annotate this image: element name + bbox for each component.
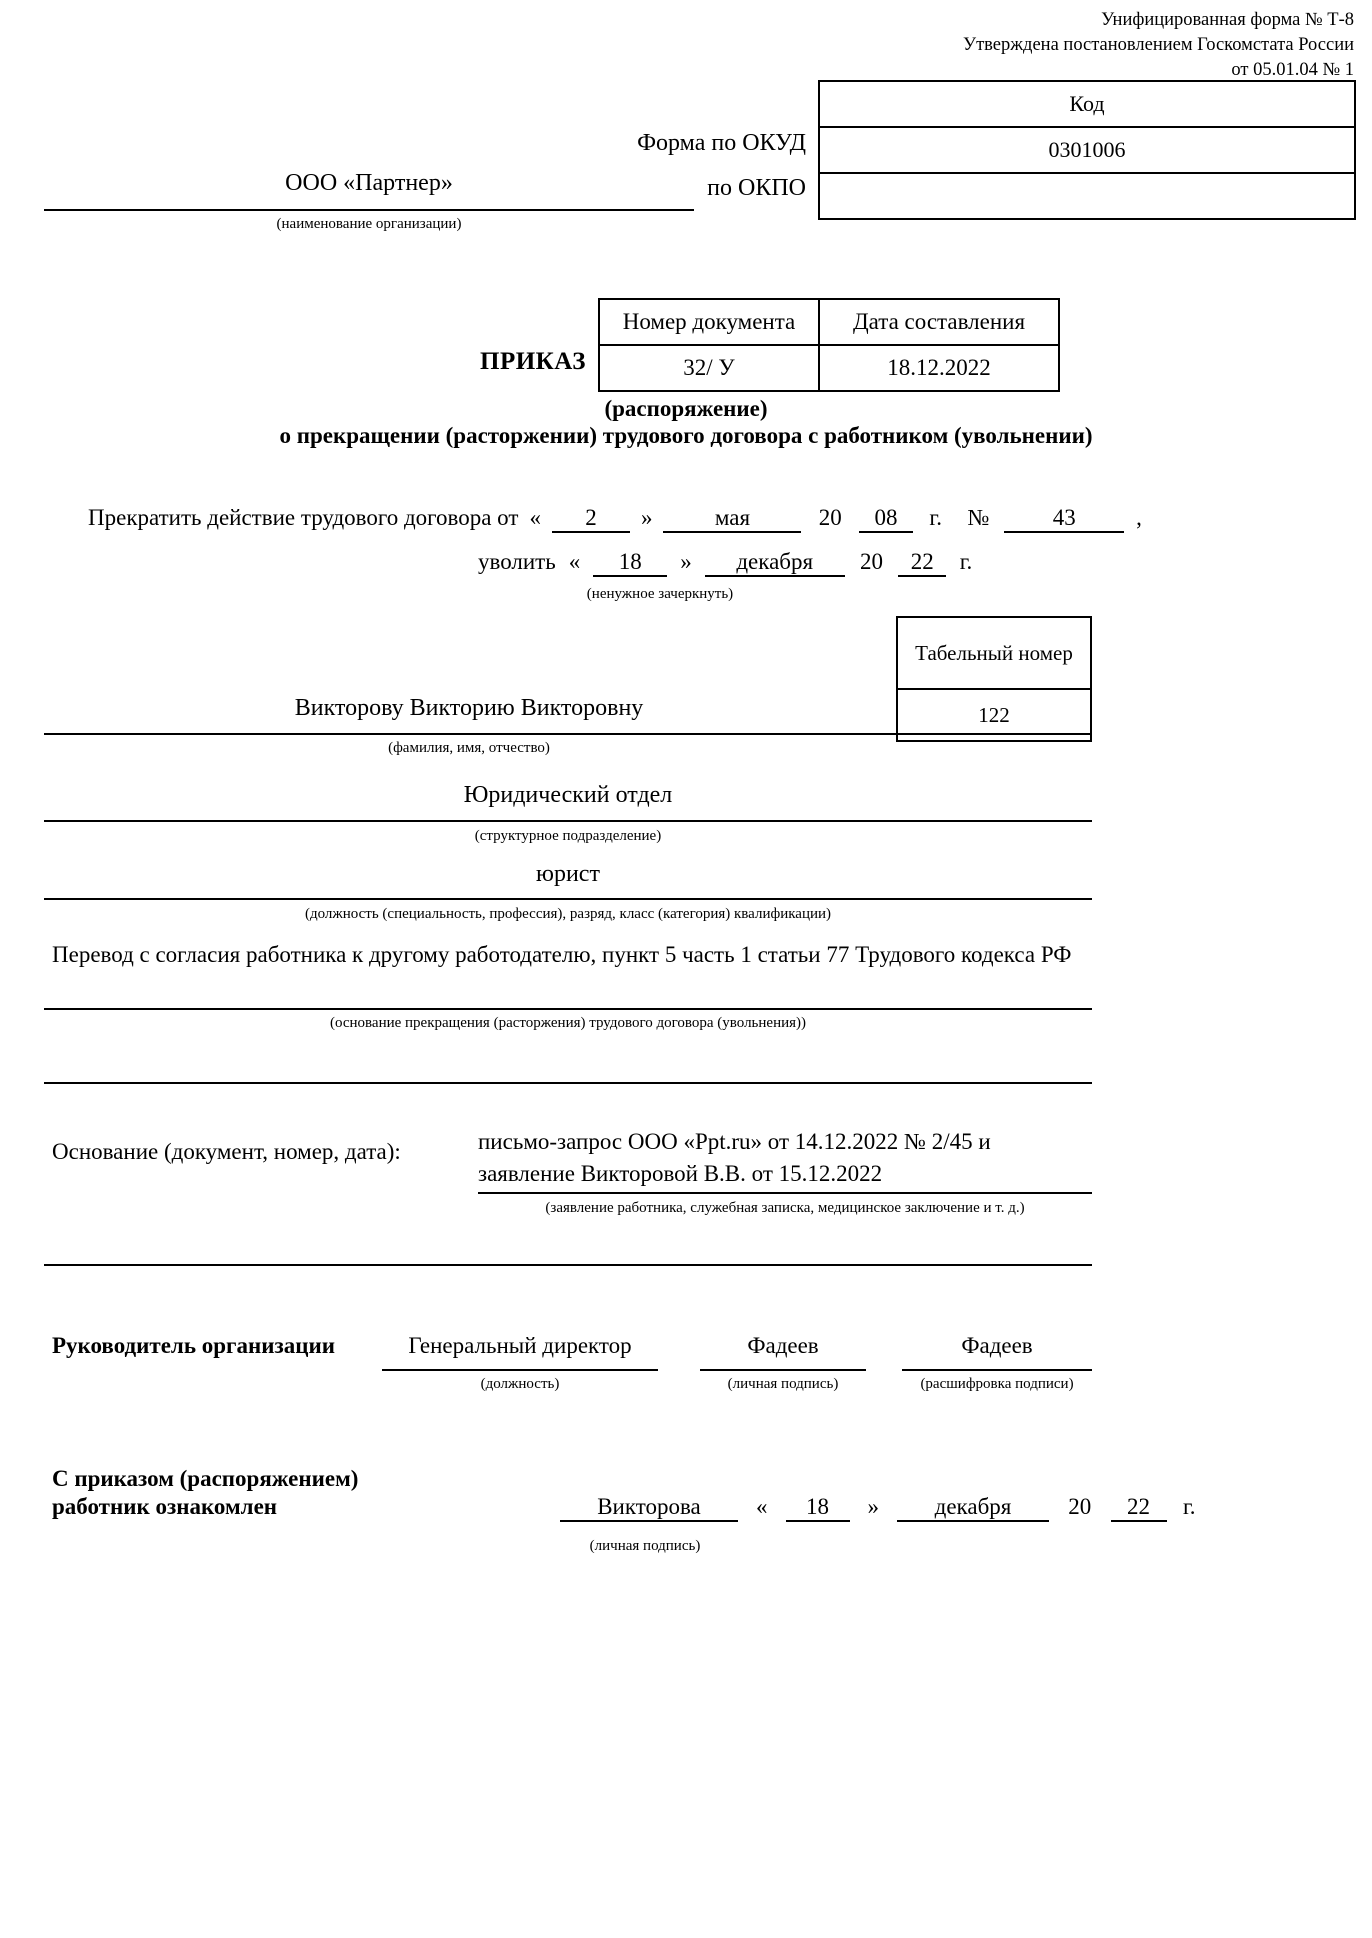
basis-label: Основание (документ, номер, дата): (52, 1139, 401, 1164)
head-position-rule (382, 1369, 658, 1371)
organization-name[interactable]: ООО «Партнер» (285, 170, 453, 196)
acknowledgement-line-1: С приказом (распоряжением) (52, 1466, 359, 1491)
code-table-okpo-row (819, 173, 1355, 219)
termination-grounds-text[interactable]: Перевод с согласия работника к другому работодателю, пункт 5 часть 1 статьи 77 Трудового кодекса РФ (52, 942, 1072, 967)
contract-year-prefix: 20 (818, 505, 842, 530)
head-position-caption: (должность) (480, 1376, 560, 1392)
order-subtitle-2: о прекращении (расторжении) трудового договора с работником (увольнении) (279, 423, 1093, 448)
order-subtitle-1: (распоряжение) (604, 396, 768, 421)
contract-line1-prefix: Прекратить действие трудового договора от (88, 505, 519, 530)
acknowledgement-signature[interactable]: Викторова (560, 1494, 738, 1522)
form-legal-notice (963, 8, 1354, 83)
head-signature-transcript-rule (902, 1369, 1092, 1371)
head-of-organization-label: Руководитель организации (52, 1333, 335, 1358)
contract-termination-line-1 (88, 505, 1148, 533)
employee-position-rule (44, 898, 1092, 900)
head-personal-signature-rule (700, 1369, 866, 1371)
contract-month-field[interactable]: мая (663, 505, 801, 533)
dismiss-month-field[interactable]: декабря (705, 549, 845, 577)
acknowledgement-month-field[interactable]: декабря (897, 1494, 1049, 1522)
code-header-cell: Код (819, 81, 1355, 127)
legal-line-1: Унифицированная форма № Т-8 (1101, 10, 1354, 30)
acknowledgement-quote-close: » (867, 1494, 879, 1519)
basis-value[interactable]: письмо-запрос ООО «Ppt.ru» от 14.12.2022 № 2/45 и заявление Викторовой В.В. от 15.12.2022 (478, 1129, 991, 1186)
cross-out-caption: (ненужное зачеркнуть) (586, 586, 734, 602)
termination-grounds-caption: (основание прекращения (расторжения) трудового договора (увольнения)) (329, 1015, 807, 1031)
acknowledgement-day-field[interactable]: 18 (786, 1494, 850, 1522)
dismiss-year-unit: г. (959, 549, 973, 574)
code-table-header-row (819, 81, 1355, 127)
organization-caption: (наименование организации) (276, 216, 462, 232)
head-signature-transcript[interactable]: Фадеев (961, 1333, 1033, 1358)
dismiss-year-field[interactable]: 22 (898, 549, 946, 577)
employee-position-caption: (должность (специальность, профессия), разряд, класс (категория) квалификации) (304, 906, 832, 922)
acknowledgement-line-2: работник ознакомлен (52, 1494, 278, 1519)
head-personal-signature-caption: (личная подпись) (727, 1376, 839, 1392)
code-table (818, 80, 1356, 220)
tabel-number-header: Табельный номер (897, 617, 1091, 689)
termination-grounds-rule (44, 1008, 1092, 1010)
order-header-table (598, 298, 1060, 392)
order-number-value[interactable]: 32/ У (599, 345, 819, 391)
acknowledgement-year-field[interactable]: 22 (1111, 1494, 1167, 1522)
acknowledgement-year-prefix: 20 (1068, 1494, 1092, 1519)
head-personal-signature[interactable]: Фадеев (747, 1333, 819, 1358)
organization-rule (44, 209, 694, 211)
employee-fio[interactable]: Викторову Викторию Викторовну (294, 695, 644, 721)
dismiss-day-field[interactable]: 18 (593, 549, 667, 577)
employee-department-caption: (структурное подразделение) (474, 828, 662, 844)
contract-number-sign: № (967, 505, 990, 530)
employee-department[interactable]: Юридический отдел (463, 782, 673, 808)
tabel-header-row (897, 617, 1091, 689)
contract-year-field[interactable]: 08 (859, 505, 913, 533)
contract-comma: , (1136, 505, 1142, 530)
legal-line-2: Утверждена постановлением Госкомстата России (963, 35, 1354, 55)
dismiss-quote-close: » (680, 549, 692, 574)
tabel-number-table (896, 616, 1092, 742)
okud-label: Форма по ОКУД (637, 130, 806, 156)
dismiss-year-prefix: 20 (859, 549, 883, 574)
order-label: ПРИКАЗ (480, 348, 586, 375)
code-table-okud-row (819, 127, 1355, 173)
okpo-value-cell[interactable] (819, 173, 1355, 219)
basis-caption: (заявление работника, служебная записка, медицинское заключение и т. д.) (545, 1200, 1025, 1216)
order-date-value[interactable]: 18.12.2022 (819, 345, 1059, 391)
contract-quote-open: « (529, 505, 541, 530)
order-table-value-row (599, 345, 1059, 391)
employee-fio-rule (44, 733, 1092, 735)
termination-grounds-rule-2 (44, 1082, 1092, 1084)
acknowledgement-year-unit: г. (1182, 1494, 1196, 1519)
contract-number-field[interactable]: 43 (1004, 505, 1124, 533)
acknowledgement-quote-open: « (756, 1494, 768, 1519)
okud-value-cell[interactable]: 0301006 (819, 127, 1355, 173)
acknowledgement-signature-row (560, 1494, 1206, 1522)
basis-rule-2 (44, 1264, 1092, 1266)
tabel-number-value[interactable]: 122 (897, 689, 1091, 741)
employee-position[interactable]: юрист (536, 861, 600, 887)
order-date-header: Дата составления (819, 299, 1059, 345)
dismiss-quote-open: « (568, 549, 581, 574)
contract-termination-line-2 (478, 549, 980, 577)
dismiss-prefix: уволить (478, 549, 556, 574)
legal-line-3: от 05.01.04 № 1 (1231, 60, 1354, 80)
order-table-header-row (599, 299, 1059, 345)
contract-quote-close: » (640, 505, 653, 530)
basis-rule (478, 1192, 1092, 1194)
okpo-label: по ОКПО (707, 175, 806, 201)
head-signature-transcript-caption: (расшифровка подписи) (920, 1376, 1074, 1392)
order-number-header: Номер документа (599, 299, 819, 345)
employee-fio-caption: (фамилия, имя, отчество) (388, 740, 550, 756)
contract-day-field[interactable]: 2 (552, 505, 630, 533)
head-position-value[interactable]: Генеральный директор (408, 1333, 632, 1358)
contract-year-unit: г. (929, 505, 942, 530)
employee-department-rule (44, 820, 1092, 822)
acknowledgement-signature-caption: (личная подпись) (589, 1538, 701, 1554)
